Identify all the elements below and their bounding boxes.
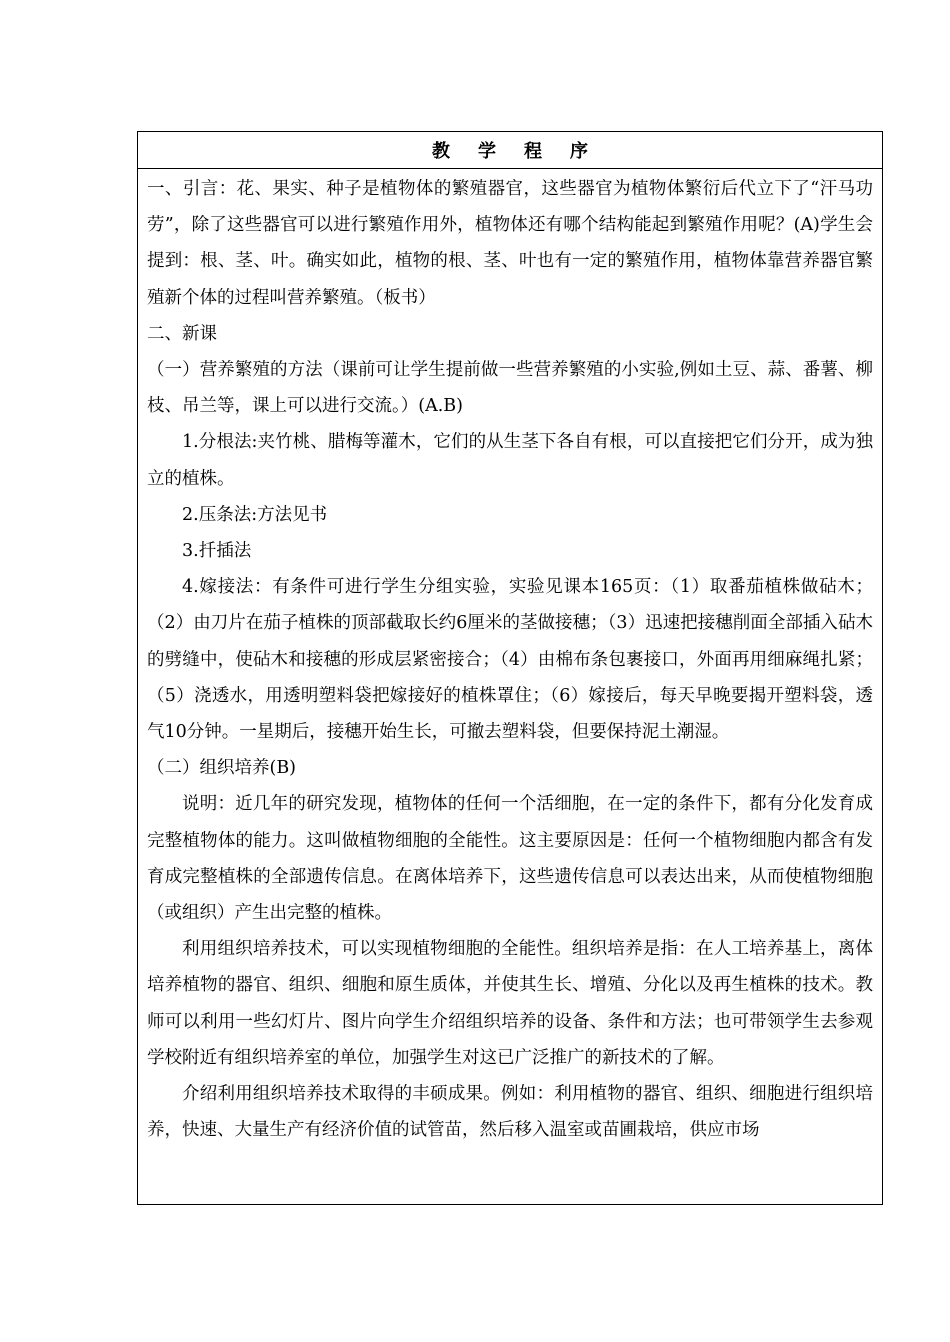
lesson-table — [137, 131, 883, 1205]
paragraph: 说明：近几年的研究发现，植物体的任何一个活细胞，在一定的条件下，都有分化发育成完整植物体的能力。这叫做植物细胞的全能性。这主要原因是：任何一个植物细胞内都含有发育成完整植株的全部遗传信息。在离体培养下，这些遗传信息可以表达出来，从而使植物细胞（或组织）产生出完整的植株。 — [147, 794, 873, 924]
paragraph: （二）组织培养(B) — [147, 758, 297, 779]
paragraph: 2.压条法:方法见书 — [182, 504, 328, 525]
paragraph: 3.扦插法 — [182, 541, 252, 562]
paragraph: （一）营养繁殖的方法（课前可让学生提前做一些营养繁殖的小实验,例如土豆、蒜、番薯、柳枝、吊兰等，课上可以进行交流。）(A.B) — [147, 360, 873, 417]
paragraph: 4.嫁接法：有条件可进行学生分组实验，实验见课本165页：（1）取番茄植株做砧木；（2）由刀片在茄子植株的顶部截取长约6厘米的茎做接穗；（3）迅速把接穗削面全部插入砧木的劈缝中，使砧木和接穗的形成层紧密接合；（4）由棉布条包裹接口，外面再用细麻绳扎紧；（5）浇透水，用透明塑料袋把嫁接好的植株罩住；（6）嫁接后，每天早晚要揭开塑料袋，透气10分钟。一星期后，接穗开始生长，可撤去塑料袋，但要保持泥土潮湿。 — [147, 577, 873, 743]
lesson-content — [138, 169, 882, 1148]
paragraph: 利用组织培养技术，可以实现植物细胞的全能性。组织培养是指：在人工培养基上，离体培养植物的器官、组织、细胞和原生质体，并使其生长、增殖、分化以及再生植株的技术。教师可以利用一些幻灯片、图片向学生介绍组织培养的设备、条件和方法；也可带领学生去参观学校附近有组织培养室的单位，加强学生对这已广泛推广的新技术的了解。 — [147, 939, 873, 1068]
paragraph: 介绍利用组织培养技术取得的丰硕成果。例如：利用植物的器官、组织、细胞进行组织培养，快速、大量生产有经济价值的试管苗，然后移入温室或苗圃栽培，供应市场 — [147, 1084, 873, 1141]
paragraph: 二、新课 — [147, 323, 217, 344]
paragraph: 1.分根法:夹竹桃、腊梅等灌木，它们的从生茎下各自有根，可以直接把它们分开，成为独立的植株。 — [147, 432, 873, 489]
paragraph: 一、引言：花、果实、种子是植物体的繁殖器官，这些器官为植物体繁衍后代立下了“汗马功劳”，除了这些器官可以进行繁殖作用外，植物体还有哪个结构能起到繁殖作用呢？(A)学生会提到：根、茎、叶。确实如此，植物的根、茎、叶也有一定的繁殖作用，植物体靠营养器官繁殖新个体的过程叫营养繁殖。（板书） — [147, 179, 873, 308]
table-header: 教学程序 — [138, 132, 882, 169]
